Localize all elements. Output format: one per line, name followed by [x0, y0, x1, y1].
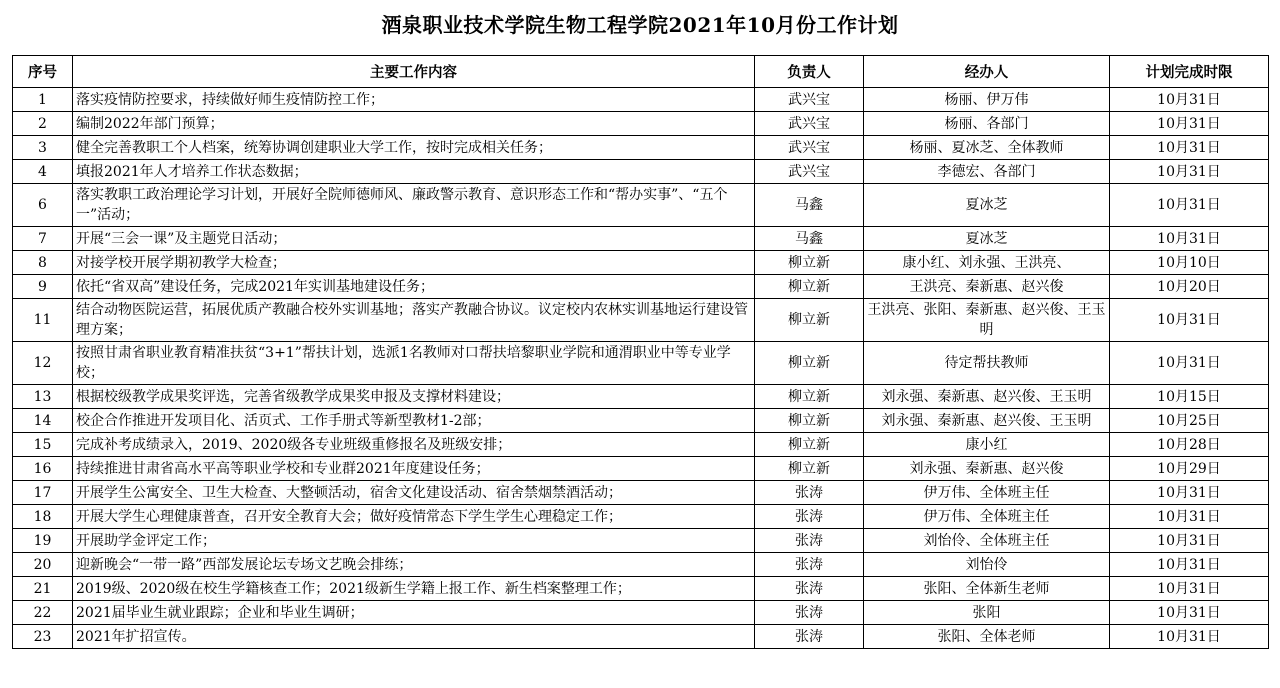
row-number: 1	[13, 88, 73, 112]
task-content: 校企合作推进开发项目化、活页式、工作手册式等新型教材1-2部；	[73, 409, 755, 433]
row-number: 19	[13, 529, 73, 553]
owner-name: 张涛	[755, 505, 864, 529]
owner-name: 柳立新	[755, 433, 864, 457]
task-content: 编制2022年部门预算；	[73, 112, 755, 136]
owner-name: 柳立新	[755, 342, 864, 385]
row-number: 2	[13, 112, 73, 136]
task-content: 开展学生公寓安全、卫生大检查、大整顿活动，宿舍文化建设活动、宿舍禁烟禁酒活动；	[73, 481, 755, 505]
handler-names: 杨丽、夏冰芝、全体教师	[864, 136, 1110, 160]
table-row	[13, 299, 1269, 342]
handler-names: 杨丽、伊万伟	[864, 88, 1110, 112]
row-number: 4	[13, 160, 73, 184]
table-row	[13, 553, 1269, 577]
task-content: 结合动物医院运营，拓展优质产教融合校外实训基地；落实产教融合协议。议定校内农林实训基地运行建设管理方案；	[73, 299, 755, 342]
table-row	[13, 184, 1269, 227]
task-content: 2021年扩招宣传。	[73, 625, 755, 649]
handler-names: 刘怡伶	[864, 553, 1110, 577]
handler-names: 王洪亮、张阳、秦新惠、赵兴俊、王玉明	[864, 299, 1110, 342]
table-row	[13, 529, 1269, 553]
table-row	[13, 227, 1269, 251]
work-plan-table	[12, 55, 1269, 649]
deadline-date: 10月25日	[1110, 409, 1269, 433]
owner-name: 柳立新	[755, 275, 864, 299]
row-number: 18	[13, 505, 73, 529]
deadline-date: 10月29日	[1110, 457, 1269, 481]
row-number: 22	[13, 601, 73, 625]
handler-names: 刘怡伶、全体班主任	[864, 529, 1110, 553]
handler-names: 夏冰芝	[864, 184, 1110, 227]
deadline-date: 10月10日	[1110, 251, 1269, 275]
table-row	[13, 160, 1269, 184]
deadline-date: 10月31日	[1110, 112, 1269, 136]
handler-names: 王洪亮、秦新惠、赵兴俊	[864, 275, 1110, 299]
deadline-date: 10月31日	[1110, 553, 1269, 577]
page-title: 酒泉职业技术学院生物工程学院2021年10月份工作计划	[381, 13, 899, 37]
row-number: 3	[13, 136, 73, 160]
task-content: 依托“省双高”建设任务，完成2021年实训基地建设任务；	[73, 275, 755, 299]
task-content: 持续推进甘肃省高水平高等职业学校和专业群2021年度建设任务；	[73, 457, 755, 481]
task-content: 开展大学生心理健康普查，召开安全教育大会；做好疫情常态下学生学生心理稳定工作；	[73, 505, 755, 529]
deadline-date: 10月31日	[1110, 601, 1269, 625]
task-content: 填报2021年人才培养工作状态数据；	[73, 160, 755, 184]
handler-names: 夏冰芝	[864, 227, 1110, 251]
table-row	[13, 251, 1269, 275]
row-number: 21	[13, 577, 73, 601]
owner-name: 柳立新	[755, 457, 864, 481]
task-content: 对接学校开展学期初教学大检查；	[73, 251, 755, 275]
deadline-date: 10月28日	[1110, 433, 1269, 457]
deadline-date: 10月31日	[1110, 529, 1269, 553]
handler-names: 待定帮扶教师	[864, 342, 1110, 385]
owner-name: 柳立新	[755, 299, 864, 342]
task-content: 开展助学金评定工作；	[73, 529, 755, 553]
table-header-row	[13, 56, 1269, 88]
table-row	[13, 112, 1269, 136]
owner-name: 柳立新	[755, 251, 864, 275]
owner-name: 张涛	[755, 625, 864, 649]
task-content: 迎新晚会“一带一路”西部发展论坛专场文艺晚会排练；	[73, 553, 755, 577]
handler-names: 张阳、全体新生老师	[864, 577, 1110, 601]
deadline-date: 10月31日	[1110, 160, 1269, 184]
table-row	[13, 88, 1269, 112]
deadline-date: 10月31日	[1110, 227, 1269, 251]
deadline-date: 10月31日	[1110, 342, 1269, 385]
handler-names: 康小红	[864, 433, 1110, 457]
table-row	[13, 275, 1269, 299]
row-number: 23	[13, 625, 73, 649]
header-handler: 经办人	[864, 56, 1110, 88]
table-row	[13, 601, 1269, 625]
header-task: 主要工作内容	[73, 56, 755, 88]
task-content: 开展“三会一课”及主题党日活动；	[73, 227, 755, 251]
owner-name: 武兴宝	[755, 160, 864, 184]
owner-name: 柳立新	[755, 409, 864, 433]
row-number: 15	[13, 433, 73, 457]
row-number: 14	[13, 409, 73, 433]
table-row	[13, 457, 1269, 481]
deadline-date: 10月31日	[1110, 136, 1269, 160]
handler-names: 刘永强、秦新惠、赵兴俊、王玉明	[864, 385, 1110, 409]
deadline-date: 10月20日	[1110, 275, 1269, 299]
handler-names: 张阳	[864, 601, 1110, 625]
task-content: 完成补考成绩录入，2019、2020级各专业班级重修报名及班级安排；	[73, 433, 755, 457]
task-content: 按照甘肃省职业教育精准扶贫“3+1”帮扶计划，选派1名教师对口帮扶培黎职业学院和通渭职业中等专业学校；	[73, 342, 755, 385]
deadline-date: 10月31日	[1110, 299, 1269, 342]
owner-name: 张涛	[755, 529, 864, 553]
row-number: 8	[13, 251, 73, 275]
task-content: 根据校级教学成果奖评选，完善省级教学成果奖申报及支撑材料建设；	[73, 385, 755, 409]
deadline-date: 10月15日	[1110, 385, 1269, 409]
table-row	[13, 409, 1269, 433]
handler-names: 伊万伟、全体班主任	[864, 481, 1110, 505]
header-deadline: 计划完成时限	[1110, 56, 1269, 88]
handler-names: 李德宏、各部门	[864, 160, 1110, 184]
table-body	[13, 88, 1269, 649]
deadline-date: 10月31日	[1110, 481, 1269, 505]
owner-name: 武兴宝	[755, 112, 864, 136]
owner-name: 张涛	[755, 553, 864, 577]
handler-names: 张阳、全体老师	[864, 625, 1110, 649]
deadline-date: 10月31日	[1110, 184, 1269, 227]
table-row	[13, 625, 1269, 649]
task-content: 落实教职工政治理论学习计划，开展好全院师德师风、廉政警示教育、意识形态工作和“帮办实事”、“五个一”活动；	[73, 184, 755, 227]
row-number: 16	[13, 457, 73, 481]
handler-names: 伊万伟、全体班主任	[864, 505, 1110, 529]
owner-name: 张涛	[755, 601, 864, 625]
task-content: 落实疫情防控要求，持续做好师生疫情防控工作；	[73, 88, 755, 112]
owner-name: 武兴宝	[755, 88, 864, 112]
row-number: 7	[13, 227, 73, 251]
row-number: 9	[13, 275, 73, 299]
deadline-date: 10月31日	[1110, 625, 1269, 649]
row-number: 17	[13, 481, 73, 505]
header-owner: 负责人	[755, 56, 864, 88]
handler-names: 康小红、刘永强、王洪亮、	[864, 251, 1110, 275]
row-number: 20	[13, 553, 73, 577]
task-content: 健全完善教职工个人档案，统筹协调创建职业大学工作，按时完成相关任务；	[73, 136, 755, 160]
row-number: 12	[13, 342, 73, 385]
row-number: 6	[13, 184, 73, 227]
row-number: 11	[13, 299, 73, 342]
table-row	[13, 385, 1269, 409]
table-row	[13, 433, 1269, 457]
owner-name: 马鑫	[755, 227, 864, 251]
owner-name: 武兴宝	[755, 136, 864, 160]
deadline-date: 10月31日	[1110, 88, 1269, 112]
deadline-date: 10月31日	[1110, 505, 1269, 529]
table-row	[13, 481, 1269, 505]
deadline-date: 10月31日	[1110, 577, 1269, 601]
owner-name: 张涛	[755, 481, 864, 505]
table-row	[13, 136, 1269, 160]
task-content: 2021届毕业生就业跟踪；企业和毕业生调研；	[73, 601, 755, 625]
owner-name: 马鑫	[755, 184, 864, 227]
handler-names: 杨丽、各部门	[864, 112, 1110, 136]
task-content: 2019级、2020级在校生学籍核查工作；2021级新生学籍上报工作、新生档案整理工作；	[73, 577, 755, 601]
owner-name: 柳立新	[755, 385, 864, 409]
header-no: 序号	[13, 56, 73, 88]
table-row	[13, 505, 1269, 529]
owner-name: 张涛	[755, 577, 864, 601]
handler-names: 刘永强、秦新惠、赵兴俊、王玉明	[864, 409, 1110, 433]
table-row	[13, 342, 1269, 385]
row-number: 13	[13, 385, 73, 409]
table-row	[13, 577, 1269, 601]
handler-names: 刘永强、秦新惠、赵兴俊	[864, 457, 1110, 481]
